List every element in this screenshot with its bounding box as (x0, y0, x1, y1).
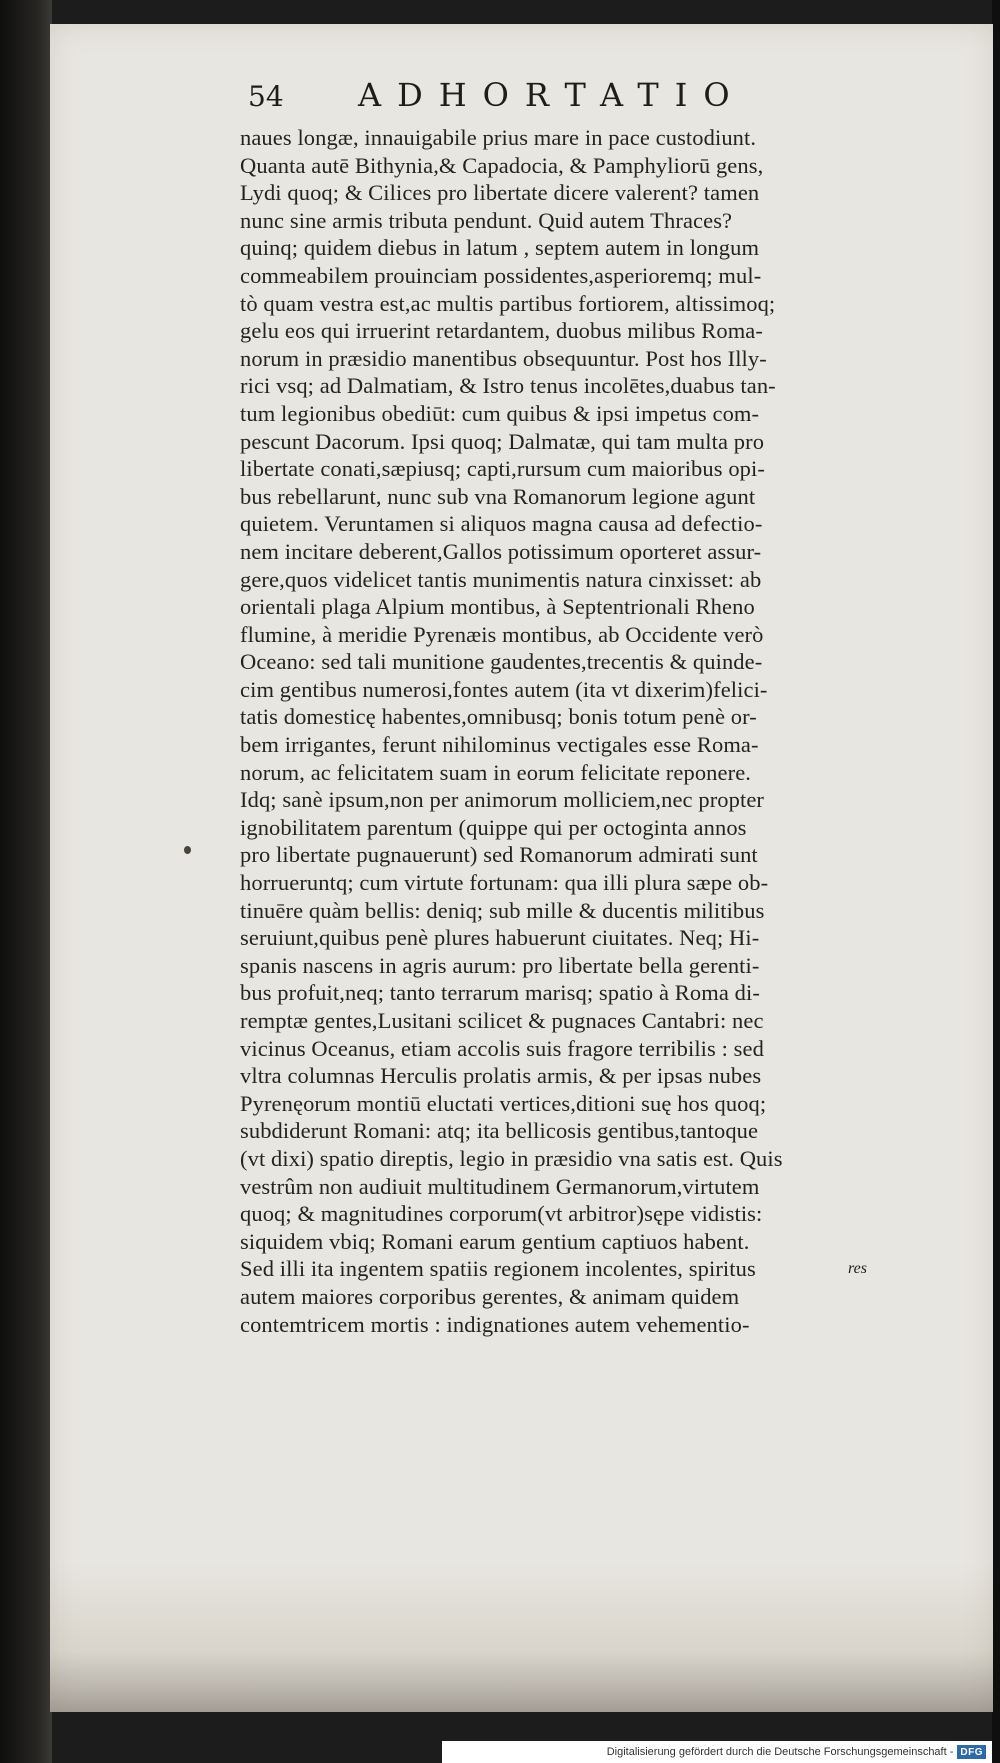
text-line: naues longæ, innauigabile prius mare in pace custodiunt. (240, 125, 757, 150)
text-line: Oceano: sed tali munitione gaudentes,trecentis & quinde- (240, 649, 763, 675)
text-line: tinuēre quàm bellis: deniq; sub mille & ducentis militibus (240, 897, 765, 923)
text-line: autem maiores corporibus gerentes, & animam quidem (240, 1283, 740, 1309)
text-line: Sed illi ita ingentem spatiis regionem incolentes, spiritus (240, 1256, 756, 1282)
text-line: tò quam vestra est,ac multis partibus fortiorem, altissimoq; (240, 290, 776, 316)
text-line: vestrûm non audiuit multitudinem Germanorum,virtutem (240, 1173, 760, 1199)
text-line: libertate conati,sæpiusq; capti,rursum cum maioribus opi- (240, 456, 765, 482)
text-line: gere,quos videlicet tantis munimentis natura cinxisset: ab (240, 566, 762, 592)
text-line: (vt dixi) spatio direptis, legio in præsidio vna satis est. Quis (240, 1145, 783, 1171)
text-line: nunc sine armis tributa pendunt. Quid autem Thraces? (240, 207, 733, 233)
running-title: ADHORTATIO (358, 76, 746, 114)
text-line: gelu eos qui irruerint retardantem, duobus milibus Roma- (240, 318, 763, 344)
text-line: flumine, à meridie Pyrenæis montibus, ab Occidente verò (240, 621, 764, 647)
text-line: vltra columnas Herculis prolatis armis, & per ipsas nubes (240, 1063, 762, 1089)
text-line: vicinus Oceanus, etiam accolis suis fragore terribilis : sed (240, 1035, 764, 1061)
text-line: commeabilem prouinciam possidentes,asperioremq; mul- (240, 262, 762, 288)
text-line: bus profuit,neq; tanto terrarum marisq; spatio à Roma di- (240, 980, 760, 1006)
text-line: Pyrenęorum montiū eluctati vertices,ditioni suę hos quoq; (240, 1090, 767, 1116)
text-line: quinq; quidem diebus in latum , septem autem in longum (240, 235, 760, 261)
catchword: res (848, 1260, 867, 1277)
main-text-block (240, 124, 815, 1338)
text-line: subdiderunt Romani: atq; ita bellicosis gentibus,tantoque (240, 1118, 759, 1144)
text-line: orientali plaga Alpium montibus, à Septentrionali Rheno (240, 594, 755, 620)
text-line: horrueruntq; cum virtute fortunam: qua illi plura sæpe ob- (240, 870, 769, 896)
scan-right-edge (992, 0, 1000, 1763)
text-line: spanis nascens in agris aurum: pro libertate bella gerenti- (240, 952, 760, 978)
text-line: ignobilitatem parentum (quippe qui per octoginta annos (240, 814, 747, 840)
text-line: Quanta autē Bithynia,& Capadocia, & Pamphyliorū gens, (240, 152, 764, 178)
funding-credit-text: Digitalisierung gefördert durch die Deutsche Forschungsgemeinschaft - (606, 1746, 954, 1758)
text-line: rici vsq; ad Dalmatiam, & Istro tenus incolētes,duabus tan- (240, 373, 776, 399)
text-line: bem irrigantes, ferunt nihilominus vectigales esse Roma- (240, 732, 759, 758)
text-line: siquidem vbiq; Romani earum gentium captiuos habent. (240, 1228, 750, 1254)
text-line: contemtricem mortis : indignationes autem vehementio- (240, 1311, 750, 1337)
text-line: quietem. Veruntamen si aliquos magna causa ad defectio- (240, 511, 763, 537)
dfg-logo: DFG (957, 1745, 986, 1759)
text-line: pescunt Dacorum. Ipsi quoq; Dalmatæ, qui tam multa pro (240, 428, 765, 454)
text-line: Idq; sanè ipsum,non per animorum molliciem,nec propter (240, 787, 765, 813)
text-line: cim gentibus numerosi,fontes autem (ita vt dixerim)felici- (240, 676, 768, 702)
text-line: tum legionibus obediūt: cum quibus & ipsi impetus com- (240, 400, 760, 426)
book-binding-edge (0, 0, 52, 1763)
running-head (248, 70, 808, 126)
text-line: norum, ac felicitatem suam in eorum felicitate reponere. (240, 759, 752, 785)
page-number: 54 (248, 80, 284, 113)
text-line: pro libertate pugnauerunt) sed Romanorum admirati sunt (240, 842, 758, 868)
text-line: seruiunt,quibus penè plures habuerunt ciuitates. Neq; Hi- (240, 925, 760, 951)
text-line: nem incitare deberent,Gallos potissimum oporteret assur- (240, 538, 762, 564)
text-line: tatis domesticę habentes,omnibusq; bonis totum penè or- (240, 704, 757, 730)
ink-spot (184, 846, 191, 854)
footer-credit-bar (442, 1741, 992, 1763)
text-line: remptæ gentes,Lusitani scilicet & pugnaces Cantabri: nec (240, 1008, 764, 1033)
text-line: Lydi quoq; & Cilices pro libertate dicere valerent? tamen (240, 180, 760, 206)
text-line: bus rebellarunt, nunc sub vna Romanorum legione agunt (240, 483, 756, 509)
text-line: norum in præsidio manentibus obsequuntur. Post hos Illy- (240, 345, 767, 371)
text-line: quoq; & magnitudines corporum(vt arbitror)sępe vidistis: (240, 1201, 763, 1227)
